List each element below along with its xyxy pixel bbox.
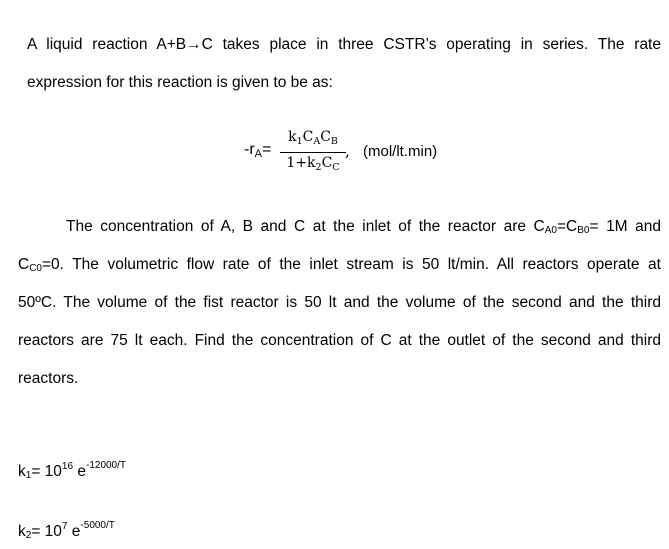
paragraph-line-1: The concentration of A, B and C at the inlet of the reactor are $C_{A0}=C_{B0}= 1M$ and	[66, 218, 662, 236]
rate-units: (mol/lt.min)	[363, 143, 438, 160]
intro-line-2: expression for this reaction is given to be as:	[27, 74, 333, 91]
rate-numerator: $k_1C_AC_B$	[280, 128, 346, 153]
rate-fraction	[280, 128, 346, 177]
paragraph-line-4: reactors are 75 lt each. Find the concentration of C at the outlet of the second and third	[18, 332, 661, 349]
k1-expression: $k_1= 10^{16}$ $e^{-12000/T}$	[18, 460, 127, 481]
rate-denominator: $1+k_2C_C$	[286, 155, 340, 173]
rate-equation	[244, 128, 504, 174]
k2-expression: $k_2= 10^7$ $e^{-5000/T}$	[18, 520, 115, 541]
paragraph-line-5: reactors.	[18, 370, 79, 387]
rate-comma: ,	[345, 142, 350, 160]
paragraph-line-2: $C_{C0}=0$. The volumetric flow rate of the inlet stream is 50 lt/min. All reactors operate at	[18, 256, 661, 274]
rate-lhs: $-r_A=$	[244, 141, 272, 160]
paragraph-line-3: 50ºC. The volume of the fist reactor is 50 lt and the volume of the second and the third	[18, 294, 661, 311]
intro-line-1: A liquid reaction A+B→C takes place in three CSTR’s operating in series. The rate	[27, 36, 661, 53]
